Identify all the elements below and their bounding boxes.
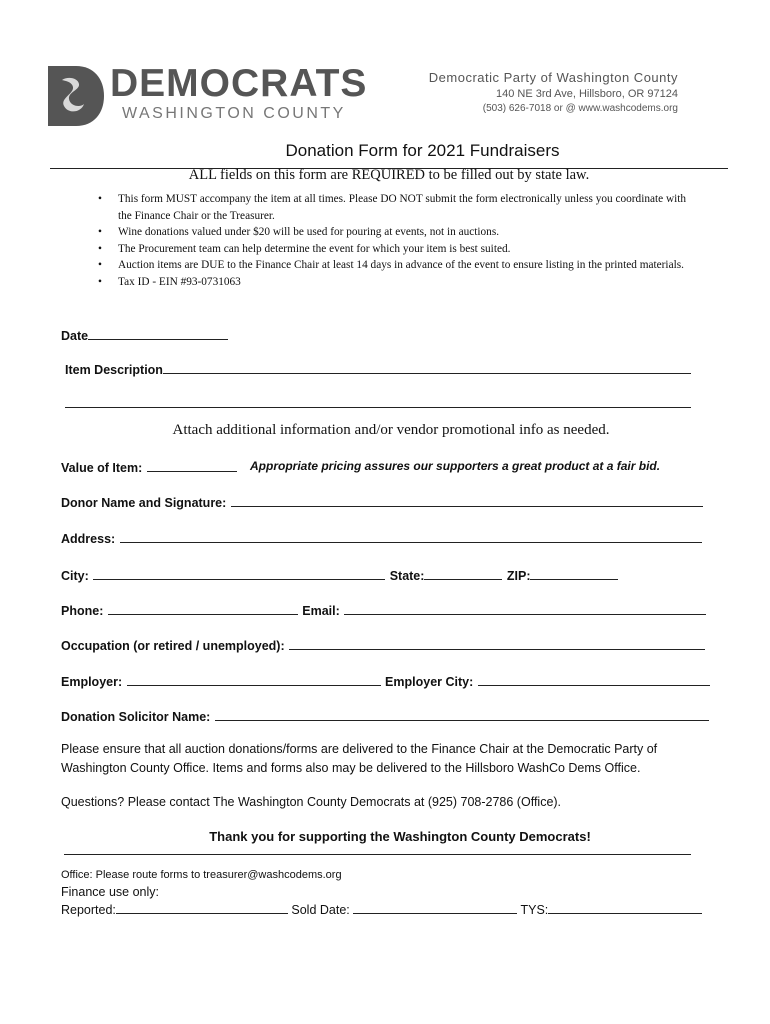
- email-field[interactable]: [344, 604, 706, 615]
- address-label: Address:: [61, 532, 116, 546]
- city-label: City:: [61, 569, 89, 583]
- value-label: Value of Item:: [61, 461, 143, 475]
- occupation-label: Occupation (or retired / unemployed):: [61, 639, 285, 653]
- date-row: [61, 327, 228, 345]
- date-field[interactable]: [88, 329, 228, 340]
- employer-city-label: Employer City:: [385, 675, 474, 689]
- divider: [64, 854, 691, 855]
- thanks-message: Thank you for supporting the Washington County Democrats!: [209, 829, 591, 844]
- email-label: Email:: [302, 604, 340, 618]
- occupation-row: [61, 637, 705, 655]
- logo-title: DEMOCRATS: [110, 62, 368, 105]
- org-address: 140 NE 3rd Ave, Hillsboro, OR 97124: [495, 88, 678, 100]
- employer-field[interactable]: [127, 675, 381, 686]
- zip-label: ZIP:: [506, 569, 531, 583]
- reported-label: Reported:: [61, 903, 116, 917]
- donor-label: Donor Name and Signature:: [61, 496, 227, 510]
- address-field[interactable]: [120, 532, 702, 543]
- phone-row: [61, 602, 706, 620]
- phone-label: Phone:: [61, 604, 104, 618]
- tys-label: TYS:: [520, 903, 549, 917]
- zip-field[interactable]: [530, 569, 618, 580]
- democrats-logo-icon: [48, 66, 104, 126]
- donor-field[interactable]: [231, 496, 703, 507]
- reported-field[interactable]: [116, 903, 288, 914]
- employer-row: [61, 673, 710, 691]
- list-item: • Tax ID - EIN #93-0731063: [98, 274, 698, 291]
- tys-field[interactable]: [548, 903, 702, 914]
- list-item: • Wine donations valued under $20 will be used for pouring at events, not in auctions.: [98, 224, 698, 241]
- item-description-field-line2[interactable]: [65, 407, 691, 408]
- org-name: Democratic Party of Washington County: [428, 70, 678, 85]
- sold-date-field[interactable]: [353, 903, 517, 914]
- sold-date-label: Sold Date:: [291, 903, 350, 917]
- list-item: • This form MUST accompany the item at all times. Please DO NOT submit the form electronically unless you coordinate with the Finance Chair or the Treasurer.: [98, 191, 698, 224]
- date-label: Date: [61, 329, 89, 343]
- occupation-field[interactable]: [289, 639, 705, 650]
- questions-note: Questions? Please contact The Washington County Democrats at (925) 708-2786 (Office).: [61, 795, 562, 809]
- solicitor-label: Donation Solicitor Name:: [61, 710, 211, 724]
- solicitor-field[interactable]: [215, 710, 709, 721]
- city-row: [61, 567, 618, 585]
- state-field[interactable]: [424, 569, 502, 580]
- attach-note: Attach additional information and/or vendor promotional info as needed.: [172, 422, 610, 438]
- donor-row: [61, 494, 703, 512]
- finance-row: [61, 903, 702, 917]
- pricing-note: Appropriate pricing assures our supporters a great product at a fair bid.: [250, 459, 661, 473]
- required-notice: ALL fields on this form are REQUIRED to be filled out by state law.: [188, 167, 590, 183]
- solicitor-row: [61, 708, 709, 726]
- item-description-label: Item Description: [65, 363, 163, 377]
- form-title: Donation Form for 2021 Fundraisers: [285, 141, 560, 160]
- phone-field[interactable]: [108, 604, 298, 615]
- delivery-note: Please ensure that all auction donations/forms are delivered to the Finance Chair at the Democratic Party of Washington County Office. Items and forms also may be delivered to the Hillsboro WashCo Dems Office.: [61, 742, 658, 775]
- state-label: State:: [389, 569, 425, 583]
- org-contact: (503) 626-7018 or @ www.washcodems.org: [482, 103, 678, 114]
- city-field[interactable]: [93, 569, 385, 580]
- employer-city-field[interactable]: [478, 675, 710, 686]
- item-description-field[interactable]: [163, 363, 691, 374]
- value-field[interactable]: [147, 461, 237, 472]
- list-item: • Auction items are DUE to the Finance Chair at least 14 days in advance of the event to ensure listing in the printed materials.: [98, 257, 698, 274]
- finance-label: Finance use only:: [61, 885, 159, 899]
- instruction-list: [98, 191, 698, 290]
- employer-label: Employer:: [61, 675, 123, 689]
- office-note: Office: Please route forms to treasurer@washcodems.org: [61, 869, 342, 881]
- value-row: [61, 459, 237, 477]
- address-row: [61, 530, 702, 548]
- logo-subtitle: WASHINGTON COUNTY: [122, 105, 346, 122]
- item-description-row: [65, 361, 691, 379]
- list-item: • The Procurement team can help determine the event for which your item is best suited.: [98, 241, 698, 258]
